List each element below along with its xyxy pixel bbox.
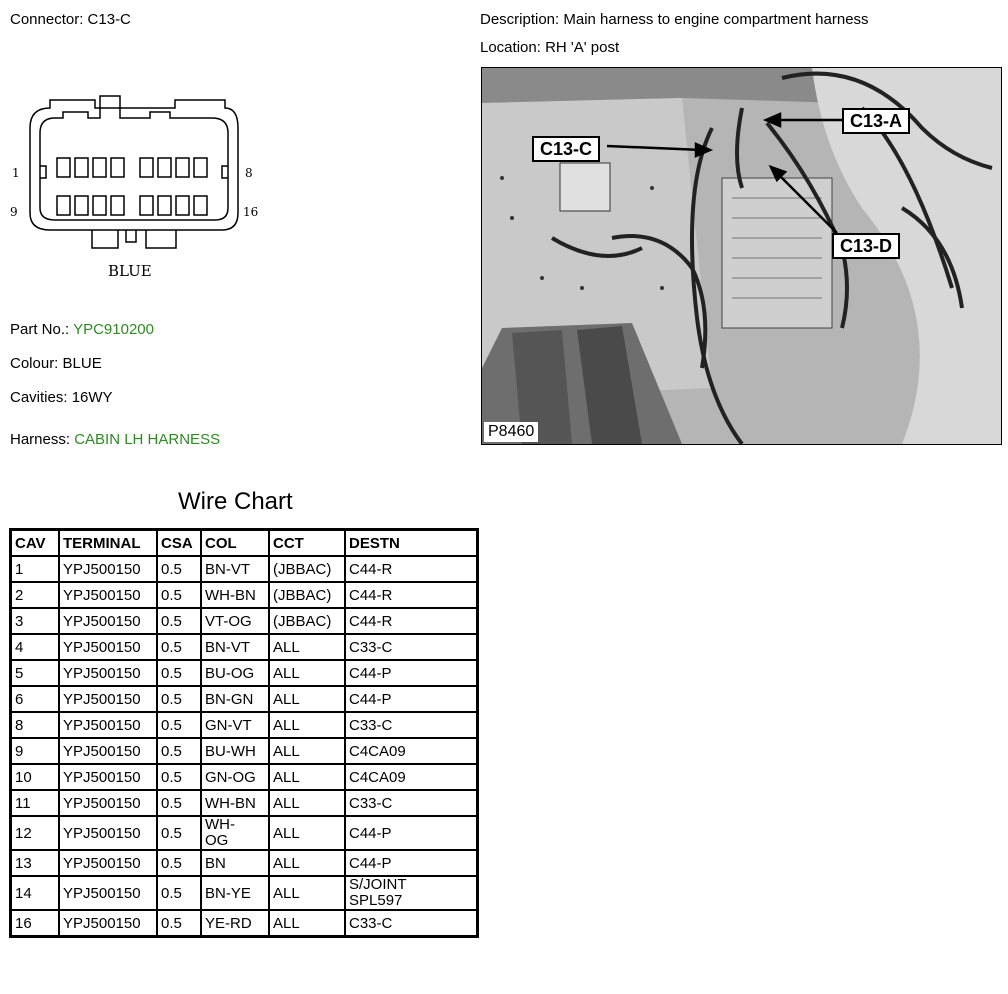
cell-cav: 16 bbox=[11, 910, 60, 937]
cell-cav: 11 bbox=[11, 790, 60, 816]
location bbox=[480, 39, 619, 56]
wire-chart-table bbox=[9, 528, 479, 938]
cell-cct: (JBBAC) bbox=[269, 608, 345, 634]
part-label: Part No.: bbox=[10, 321, 70, 338]
table-row bbox=[11, 790, 478, 816]
description-label: Description: bbox=[480, 11, 560, 28]
cell-col: WH-BN bbox=[201, 582, 269, 608]
colour-label: Colour: bbox=[10, 355, 59, 372]
cell-cav: 2 bbox=[11, 582, 60, 608]
table-row bbox=[11, 556, 478, 582]
colour-value: BLUE bbox=[62, 355, 102, 372]
cell-cct: ALL bbox=[269, 764, 345, 790]
table-row bbox=[11, 634, 478, 660]
table-row bbox=[11, 910, 478, 937]
connector-cavity bbox=[176, 196, 189, 215]
table-row bbox=[11, 582, 478, 608]
location-label: Location: bbox=[480, 39, 541, 56]
cell-terminal: YPJ500150 bbox=[59, 738, 157, 764]
cell-cav: 13 bbox=[11, 850, 60, 876]
connector-cavity bbox=[111, 158, 124, 177]
col-header-csa: CSA bbox=[157, 530, 201, 557]
cell-cav: 1 bbox=[11, 556, 60, 582]
cell-destn: C44-R bbox=[345, 556, 478, 582]
cell-col: WH- OG bbox=[201, 816, 269, 850]
cell-destn: C44-R bbox=[345, 608, 478, 634]
wire-chart-title: Wire Chart bbox=[178, 488, 293, 515]
cell-csa: 0.5 bbox=[157, 686, 201, 712]
cell-terminal: YPJ500150 bbox=[59, 582, 157, 608]
cell-destn: C44-P bbox=[345, 816, 478, 850]
cell-col: BU-WH bbox=[201, 738, 269, 764]
connector-cavity bbox=[75, 196, 88, 215]
pin-label-bottom-left: 9 bbox=[10, 205, 18, 219]
cell-csa: 0.5 bbox=[157, 764, 201, 790]
photo-illustration bbox=[482, 68, 1001, 444]
col-header-col: COL bbox=[201, 530, 269, 557]
connector-cavity bbox=[194, 158, 207, 177]
connector-cavity bbox=[75, 158, 88, 177]
connector-cavity bbox=[111, 196, 124, 215]
cell-cct: (JBBAC) bbox=[269, 556, 345, 582]
cell-col: BN-YE bbox=[201, 876, 269, 910]
part-number-link[interactable]: YPC910200 bbox=[73, 321, 154, 338]
cell-cav: 4 bbox=[11, 634, 60, 660]
cell-cav: 14 bbox=[11, 876, 60, 910]
location-value: RH 'A' post bbox=[545, 39, 620, 56]
cell-cct: ALL bbox=[269, 660, 345, 686]
connector-cavity bbox=[57, 196, 70, 215]
cell-cct: ALL bbox=[269, 738, 345, 764]
cell-cav: 8 bbox=[11, 712, 60, 738]
harness-label: Harness: bbox=[10, 431, 71, 448]
cell-destn: C44-R bbox=[345, 582, 478, 608]
cell-cav: 5 bbox=[11, 660, 60, 686]
cell-csa: 0.5 bbox=[157, 738, 201, 764]
cell-cct: ALL bbox=[269, 634, 345, 660]
callout-c13-c: C13-C bbox=[532, 136, 600, 162]
cell-destn: C44-P bbox=[345, 660, 478, 686]
cell-terminal: YPJ500150 bbox=[59, 686, 157, 712]
cell-col: BN-VT bbox=[201, 556, 269, 582]
connector-cavity bbox=[140, 196, 153, 215]
cell-cct: ALL bbox=[269, 876, 345, 910]
col-header-cct: CCT bbox=[269, 530, 345, 557]
cell-terminal: YPJ500150 bbox=[59, 850, 157, 876]
cavities-line bbox=[10, 389, 113, 406]
cell-cct: (JBBAC) bbox=[269, 582, 345, 608]
photo-id: P8460 bbox=[484, 422, 538, 442]
table-row bbox=[11, 686, 478, 712]
cell-cav: 12 bbox=[11, 816, 60, 850]
cell-cct: ALL bbox=[269, 910, 345, 937]
cell-cav: 3 bbox=[11, 608, 60, 634]
cell-destn: C33-C bbox=[345, 910, 478, 937]
connector-cavity bbox=[158, 158, 171, 177]
cell-destn: C33-C bbox=[345, 712, 478, 738]
description-value: Main harness to engine compartment harness bbox=[563, 11, 869, 28]
cell-csa: 0.5 bbox=[157, 876, 201, 910]
cell-destn: C44-P bbox=[345, 686, 478, 712]
cell-col: VT-OG bbox=[201, 608, 269, 634]
cell-cct: ALL bbox=[269, 816, 345, 850]
connector-cavity bbox=[93, 196, 106, 215]
cell-csa: 0.5 bbox=[157, 634, 201, 660]
cell-cav: 6 bbox=[11, 686, 60, 712]
cell-destn: C4CA09 bbox=[345, 738, 478, 764]
connector-cavity bbox=[57, 158, 70, 177]
cell-cav: 10 bbox=[11, 764, 60, 790]
cell-csa: 0.5 bbox=[157, 712, 201, 738]
part-number-line bbox=[10, 321, 154, 338]
col-header-terminal: TERMINAL bbox=[59, 530, 157, 557]
pin-label-top-left: 1 bbox=[12, 166, 20, 180]
cell-terminal: YPJ500150 bbox=[59, 764, 157, 790]
cell-terminal: YPJ500150 bbox=[59, 816, 157, 850]
cell-col: BN bbox=[201, 850, 269, 876]
cavities-label: Cavities: bbox=[10, 389, 68, 406]
connector-value: C13-C bbox=[87, 11, 131, 28]
table-row bbox=[11, 816, 478, 850]
table-header-row bbox=[11, 530, 478, 557]
callout-c13-d: C13-D bbox=[832, 233, 900, 259]
connector-title bbox=[10, 11, 131, 28]
connector-cavity bbox=[140, 158, 153, 177]
cell-csa: 0.5 bbox=[157, 790, 201, 816]
cell-col: BU-OG bbox=[201, 660, 269, 686]
pin-label-bottom-right: 16 bbox=[243, 205, 259, 219]
cell-destn: C4CA09 bbox=[345, 764, 478, 790]
cell-terminal: YPJ500150 bbox=[59, 876, 157, 910]
table-row bbox=[11, 850, 478, 876]
table-row bbox=[11, 608, 478, 634]
callout-c13-a: C13-A bbox=[842, 108, 910, 134]
connector-cavity bbox=[93, 158, 106, 177]
cell-col: GN-VT bbox=[201, 712, 269, 738]
cell-col: WH-BN bbox=[201, 790, 269, 816]
harness-link[interactable]: CABIN LH HARNESS bbox=[74, 431, 221, 448]
cell-destn: C33-C bbox=[345, 790, 478, 816]
table-row bbox=[11, 660, 478, 686]
col-header-destn: DESTN bbox=[345, 530, 478, 557]
table-row bbox=[11, 738, 478, 764]
connector-cavity bbox=[158, 196, 171, 215]
colour-line bbox=[10, 355, 102, 372]
connector-cavity bbox=[176, 158, 189, 177]
cell-col: YE-RD bbox=[201, 910, 269, 937]
cell-terminal: YPJ500150 bbox=[59, 634, 157, 660]
cell-csa: 0.5 bbox=[157, 582, 201, 608]
cell-destn: C33-C bbox=[345, 634, 478, 660]
cell-col: GN-OG bbox=[201, 764, 269, 790]
cell-cct: ALL bbox=[269, 712, 345, 738]
location-photo bbox=[481, 67, 1002, 445]
pin-label-top-right: 8 bbox=[245, 166, 253, 180]
cell-terminal: YPJ500150 bbox=[59, 660, 157, 686]
cell-destn: C44-P bbox=[345, 850, 478, 876]
cell-terminal: YPJ500150 bbox=[59, 556, 157, 582]
cell-terminal: YPJ500150 bbox=[59, 910, 157, 937]
cell-csa: 0.5 bbox=[157, 660, 201, 686]
connector-face-diagram bbox=[0, 88, 300, 288]
connector-label: Connector: bbox=[10, 11, 84, 28]
description bbox=[480, 11, 869, 28]
connector-colour-label: BLUE bbox=[108, 262, 152, 280]
col-header-cav: CAV bbox=[11, 530, 60, 557]
cell-terminal: YPJ500150 bbox=[59, 712, 157, 738]
cell-col: BN-VT bbox=[201, 634, 269, 660]
cell-cct: ALL bbox=[269, 850, 345, 876]
cell-cct: ALL bbox=[269, 686, 345, 712]
table-row bbox=[11, 764, 478, 790]
table-row bbox=[11, 712, 478, 738]
cell-col: BN-GN bbox=[201, 686, 269, 712]
cell-cct: ALL bbox=[269, 790, 345, 816]
cell-csa: 0.5 bbox=[157, 556, 201, 582]
cell-terminal: YPJ500150 bbox=[59, 608, 157, 634]
cell-cav: 9 bbox=[11, 738, 60, 764]
cell-terminal: YPJ500150 bbox=[59, 790, 157, 816]
connector-cavity bbox=[194, 196, 207, 215]
cell-destn: S/JOINT SPL597 bbox=[345, 876, 478, 910]
cell-csa: 0.5 bbox=[157, 608, 201, 634]
cell-csa: 0.5 bbox=[157, 850, 201, 876]
cavities-value: 16WY bbox=[71, 389, 113, 406]
cell-csa: 0.5 bbox=[157, 910, 201, 937]
cell-csa: 0.5 bbox=[157, 816, 201, 850]
harness-line bbox=[10, 431, 220, 448]
table-row bbox=[11, 876, 478, 910]
